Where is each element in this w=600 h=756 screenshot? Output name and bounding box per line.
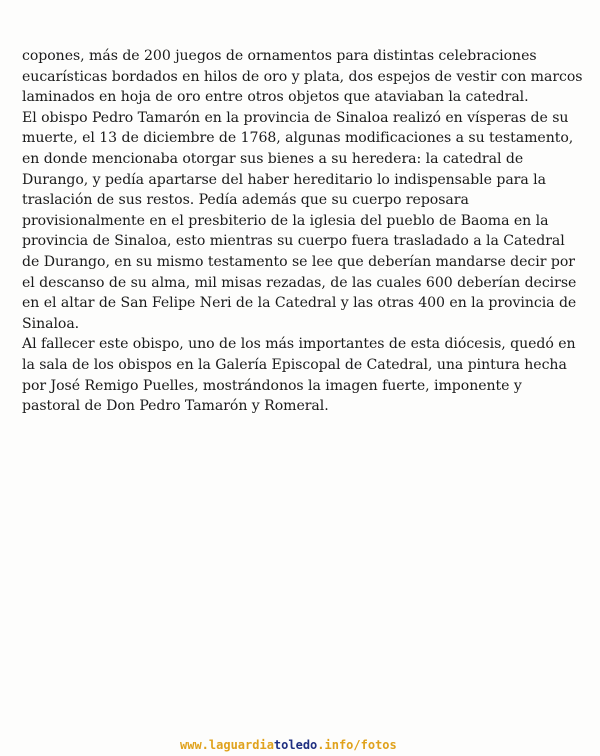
text-line: de Durango, en su mismo testamento se lee que deberían mandarse decir por: [22, 253, 575, 270]
text-line: El obispo Pedro Tamarón en la provincia de Sinaloa realizó en vísperas de su: [22, 109, 569, 126]
watermark-url: [180, 738, 397, 752]
text-line: provincia de Sinaloa, esto mientras su cuerpo fuera trasladado a la Catedral: [22, 233, 565, 250]
text-line: Sinaloa.: [22, 315, 80, 332]
text-line: Durango, y pedía apartarse del haber hereditario lo indispensable para la: [22, 171, 546, 188]
text-line: provisionalmente en el presbiterio de la iglesia del pueblo de Baoma en la: [22, 212, 549, 229]
text-line: eucarísticas bordados en hilos de oro y plata, dos espejos de vestir con marcos: [22, 68, 583, 85]
watermark-part-1: www.laguardia: [180, 738, 274, 752]
document-body: [22, 46, 582, 417]
text-line: el descanso de su alma, mil misas rezadas, de las cuales 600 deberían decirse: [22, 274, 577, 291]
text-line: en donde mencionaba otorgar sus bienes a su heredera: la catedral de: [22, 150, 524, 167]
text-line: laminados en hoja de oro entre otros objetos que ataviaban la catedral.: [22, 89, 529, 106]
text-line: la sala de los obispos en la Galería Episcopal de Catedral, una pintura hecha: [22, 356, 567, 373]
text-line: Al fallecer este obispo, uno de los más importantes de esta diócesis, quedó en: [22, 336, 576, 353]
text-line: por José Remigo Puelles, mostrándonos la imagen fuerte, imponente y: [22, 377, 522, 394]
text-line: en el altar de San Felipe Neri de la Catedral y las otras 400 en la provincia de: [22, 295, 577, 312]
text-line: copones, más de 200 juegos de ornamentos para distintas celebraciones: [22, 48, 537, 64]
text-line: muerte, el 13 de diciembre de 1768, algunas modificaciones a su testamento,: [22, 130, 574, 147]
watermark-part-2: toledo: [273, 738, 318, 752]
text-line: pastoral de Don Pedro Tamarón y Romeral.: [22, 398, 329, 415]
text-line: traslación de sus restos. Pedía además que su cuerpo reposara: [22, 192, 469, 209]
watermark-part-3: .info/fotos: [317, 738, 397, 752]
